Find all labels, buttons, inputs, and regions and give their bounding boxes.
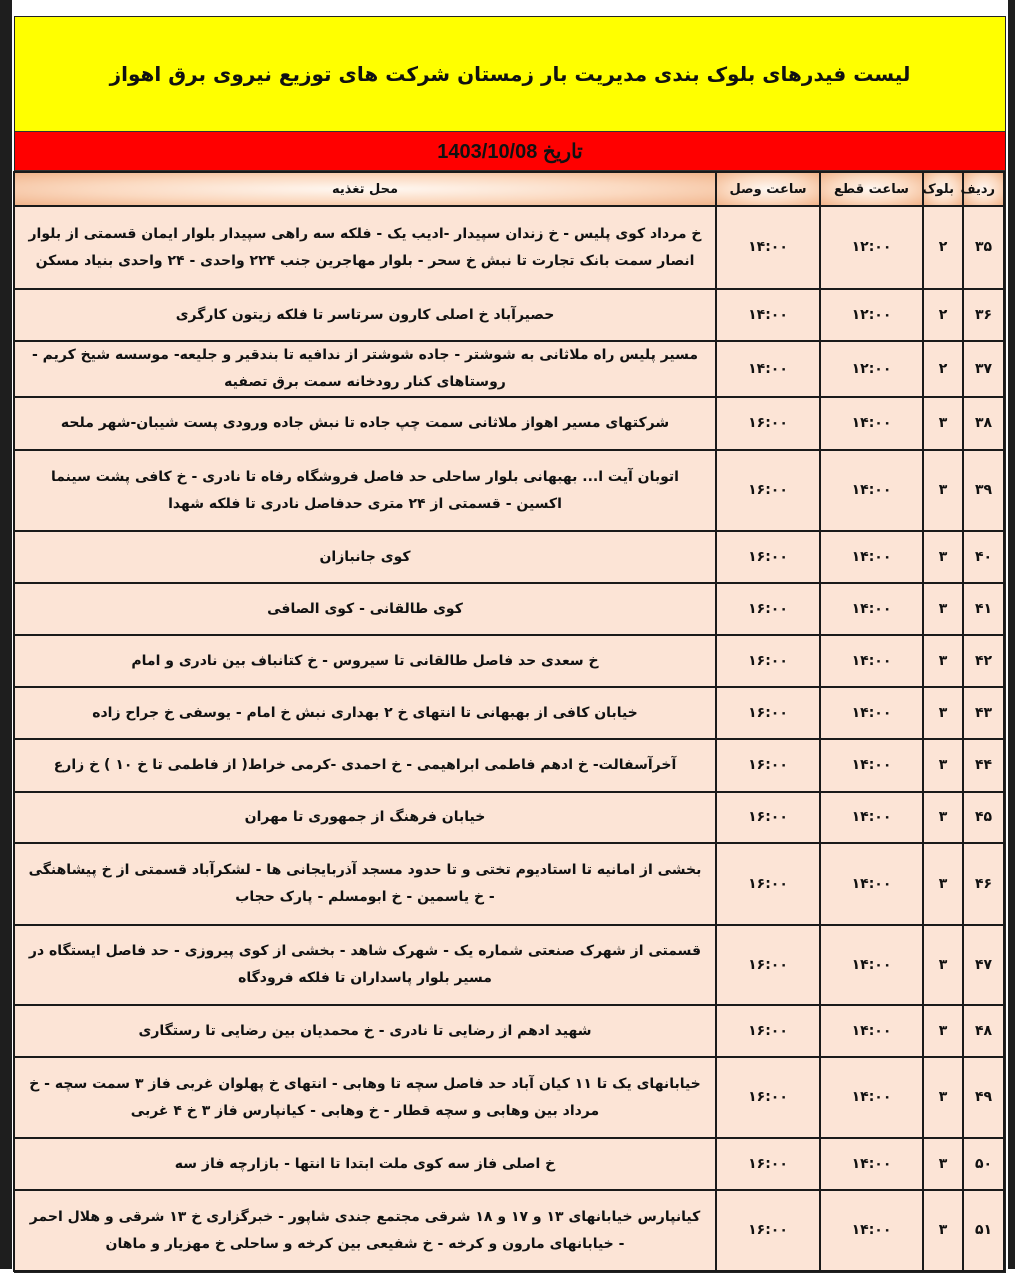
cut-time-cell: ۱۴:۰۰ bbox=[820, 739, 923, 792]
date-banner: تاریخ 1403/10/08 bbox=[15, 132, 1005, 171]
row-number-cell: ۴۹ bbox=[963, 1057, 1004, 1138]
location-cell: خ سعدی حد فاصل طالقانی تا سیروس - خ کتانباف بین نادری و امام bbox=[14, 635, 716, 687]
block-cell: ۲ bbox=[923, 341, 963, 397]
location-cell: قسمتی از شهرک صنعتی شماره یک - شهرک شاهد - بخشی از کوی پیروزی - حد فاصل ایستگاه در مسیر بلوار پاسداران تا فلکه فرودگاه bbox=[14, 925, 716, 1005]
connect-time-cell: ۱۶:۰۰ bbox=[716, 450, 820, 531]
connect-time-cell: ۱۴:۰۰ bbox=[716, 206, 820, 289]
feeder-table bbox=[13, 171, 1005, 1272]
connect-time-cell: ۱۶:۰۰ bbox=[716, 635, 820, 687]
block-cell: ۳ bbox=[923, 1138, 963, 1190]
row-number-cell: ۳۵ bbox=[963, 206, 1004, 289]
location-cell: خیابان کافی از بهبهانی تا انتهای خ ۲ بهداری نبش خ امام - یوسفی خ جراح زاده bbox=[14, 687, 716, 739]
location-cell: بخشی از امانیه تا استادیوم تختی و تا حدود مسجد آذربایجانی ها - لشکرآباد قسمتی از خ پیشاهنگی - خ یاسمین - خ ابومسلم - پارک حجاب bbox=[14, 843, 716, 925]
cut-time-cell: ۱۴:۰۰ bbox=[820, 792, 923, 843]
connect-time-cell: ۱۶:۰۰ bbox=[716, 397, 820, 450]
block-cell: ۳ bbox=[923, 635, 963, 687]
location-cell: کوی جانبازان bbox=[14, 531, 716, 583]
table-row bbox=[14, 792, 1004, 843]
load-management-sheet bbox=[14, 16, 1006, 1273]
location-cell: حصیرآباد خ اصلی کارون سرتاسر تا فلکه زیتون کارگری bbox=[14, 289, 716, 341]
location-cell: خ مرداد کوی پلیس - خ زندان سپیدار -ادیب یک - فلکه سه راهی سپیدار بلوار ایمان قسمتی از بلوار انصار سمت بانک تجارت تا نبش خ سحر - بلوار مهاجرین جنب ۲۲۴ واحدی - ۲۴ واحدی بنیاد مسکن bbox=[14, 206, 716, 289]
cut-time-cell: ۱۴:۰۰ bbox=[820, 687, 923, 739]
window-edge-right bbox=[1008, 0, 1015, 1269]
table-header-row bbox=[14, 172, 1004, 206]
table-row bbox=[14, 1005, 1004, 1057]
cut-time-cell: ۱۴:۰۰ bbox=[820, 843, 923, 925]
cut-time-cell: ۱۴:۰۰ bbox=[820, 635, 923, 687]
location-cell: خ اصلی فاز سه کوی ملت ابتدا تا انتها - بازارچه فاز سه bbox=[14, 1138, 716, 1190]
location-cell: خیابان فرهنگ از جمهوری تا مهران bbox=[14, 792, 716, 843]
table-row bbox=[14, 739, 1004, 792]
row-number-cell: ۳۶ bbox=[963, 289, 1004, 341]
cut-time-cell: ۱۴:۰۰ bbox=[820, 397, 923, 450]
row-number-cell: ۴۱ bbox=[963, 583, 1004, 635]
block-cell: ۳ bbox=[923, 1190, 963, 1271]
cut-time-cell: ۱۴:۰۰ bbox=[820, 1138, 923, 1190]
row-number-cell: ۴۶ bbox=[963, 843, 1004, 925]
table-row bbox=[14, 687, 1004, 739]
connect-time-cell: ۱۶:۰۰ bbox=[716, 1005, 820, 1057]
row-number-cell: ۴۰ bbox=[963, 531, 1004, 583]
location-cell: مسیر پلیس راه ملاثانی به شوشتر - جاده شوشتر از ندافیه تا بندقیر و جلیعه- موسسه شیخ کریم - روستاهای کنار رودخانه سمت برق تصفیه bbox=[14, 341, 716, 397]
table-body bbox=[14, 206, 1004, 1271]
connect-time-cell: ۱۶:۰۰ bbox=[716, 739, 820, 792]
table-row bbox=[14, 583, 1004, 635]
table-row bbox=[14, 341, 1004, 397]
row-number-cell: ۴۳ bbox=[963, 687, 1004, 739]
row-number-cell: ۳۹ bbox=[963, 450, 1004, 531]
cut-time-cell: ۱۴:۰۰ bbox=[820, 1005, 923, 1057]
location-cell: اتوبان آیت ا... بهبهانی بلوار ساحلی حد فاصل فروشگاه رفاه تا نادری - خ کافی پشت سینما اکسین - قسمتی از ۲۴ متری حدفاصل نادری تا فلکه شهدا bbox=[14, 450, 716, 531]
block-cell: ۳ bbox=[923, 583, 963, 635]
table-row bbox=[14, 531, 1004, 583]
location-cell: خیابانهای یک تا ۱۱ کیان آباد حد فاصل سچه تا وهابی - انتهای خ پهلوان غربی فاز ۳ سمت سچه - خ مرداد بین وهابی و سچه قطار - خ وهابی - کیانپارس فاز ۳ خ ۴ غربی bbox=[14, 1057, 716, 1138]
cut-time-cell: ۱۴:۰۰ bbox=[820, 531, 923, 583]
header-cut-time: ساعت قطع bbox=[820, 172, 923, 206]
connect-time-cell: ۱۶:۰۰ bbox=[716, 1138, 820, 1190]
location-cell: شرکتهای مسیر اهواز ملاثانی سمت چپ جاده تا نبش جاده ورودی پست شیبان-شهر ملحه bbox=[14, 397, 716, 450]
row-number-cell: ۴۵ bbox=[963, 792, 1004, 843]
connect-time-cell: ۱۶:۰۰ bbox=[716, 583, 820, 635]
block-cell: ۳ bbox=[923, 792, 963, 843]
header-row-number: ردیف bbox=[963, 172, 1004, 206]
cut-time-cell: ۱۴:۰۰ bbox=[820, 450, 923, 531]
table-row bbox=[14, 450, 1004, 531]
block-cell: ۲ bbox=[923, 289, 963, 341]
table-row bbox=[14, 635, 1004, 687]
block-cell: ۳ bbox=[923, 397, 963, 450]
row-number-cell: ۳۸ bbox=[963, 397, 1004, 450]
cut-time-cell: ۱۲:۰۰ bbox=[820, 206, 923, 289]
cut-time-cell: ۱۲:۰۰ bbox=[820, 289, 923, 341]
connect-time-cell: ۱۶:۰۰ bbox=[716, 843, 820, 925]
table-row bbox=[14, 397, 1004, 450]
connect-time-cell: ۱۶:۰۰ bbox=[716, 1190, 820, 1271]
block-cell: ۳ bbox=[923, 843, 963, 925]
block-cell: ۳ bbox=[923, 531, 963, 583]
cut-time-cell: ۱۴:۰۰ bbox=[820, 925, 923, 1005]
connect-time-cell: ۱۴:۰۰ bbox=[716, 289, 820, 341]
connect-time-cell: ۱۶:۰۰ bbox=[716, 925, 820, 1005]
table-row bbox=[14, 843, 1004, 925]
location-cell: شهید ادهم از رضایی تا نادری - خ محمدیان بین رضایی تا رستگاری bbox=[14, 1005, 716, 1057]
cut-time-cell: ۱۲:۰۰ bbox=[820, 341, 923, 397]
cut-time-cell: ۱۴:۰۰ bbox=[820, 1057, 923, 1138]
block-cell: ۲ bbox=[923, 206, 963, 289]
table-row bbox=[14, 1138, 1004, 1190]
block-cell: ۳ bbox=[923, 925, 963, 1005]
row-number-cell: ۴۸ bbox=[963, 1005, 1004, 1057]
location-cell: کیانپارس خیابانهای ۱۳ و ۱۷ و ۱۸ شرقی مجتمع جندی شاپور - خبرگزاری خ ۱۳ شرقی و هلال احمر - خیابانهای مارون و کرخه - خ شفیعی بین کرخه و ساحلی خ مهزیار و ماهان bbox=[14, 1190, 716, 1271]
document-title: لیست فیدرهای بلوک بندی مدیریت بار زمستان شرکت های توزیع نیروی برق اهواز bbox=[15, 17, 1005, 132]
location-cell: کوی طالقانی - کوی الصافی bbox=[14, 583, 716, 635]
table-row bbox=[14, 206, 1004, 289]
block-cell: ۳ bbox=[923, 687, 963, 739]
cut-time-cell: ۱۴:۰۰ bbox=[820, 583, 923, 635]
connect-time-cell: ۱۶:۰۰ bbox=[716, 792, 820, 843]
row-number-cell: ۵۰ bbox=[963, 1138, 1004, 1190]
table-row bbox=[14, 289, 1004, 341]
block-cell: ۳ bbox=[923, 1057, 963, 1138]
cut-time-cell: ۱۴:۰۰ bbox=[820, 1190, 923, 1271]
row-number-cell: ۳۷ bbox=[963, 341, 1004, 397]
connect-time-cell: ۱۴:۰۰ bbox=[716, 341, 820, 397]
connect-time-cell: ۱۶:۰۰ bbox=[716, 531, 820, 583]
row-number-cell: ۴۷ bbox=[963, 925, 1004, 1005]
connect-time-cell: ۱۶:۰۰ bbox=[716, 687, 820, 739]
table-row bbox=[14, 925, 1004, 1005]
window-edge-left bbox=[0, 0, 12, 1269]
block-cell: ۳ bbox=[923, 450, 963, 531]
row-number-cell: ۴۲ bbox=[963, 635, 1004, 687]
connect-time-cell: ۱۶:۰۰ bbox=[716, 1057, 820, 1138]
table-row bbox=[14, 1190, 1004, 1271]
block-cell: ۳ bbox=[923, 1005, 963, 1057]
location-cell: آخرآسفالت- خ ادهم فاطمی ابراهیمی - خ احمدی -کرمی خراط( از فاطمی تا خ ۱۰ ) خ زارع bbox=[14, 739, 716, 792]
header-block: بلوک bbox=[923, 172, 963, 206]
row-number-cell: ۵۱ bbox=[963, 1190, 1004, 1271]
block-cell: ۳ bbox=[923, 739, 963, 792]
header-location: محل تغذیه bbox=[14, 172, 716, 206]
table-row bbox=[14, 1057, 1004, 1138]
header-connect-time: ساعت وصل bbox=[716, 172, 820, 206]
row-number-cell: ۴۴ bbox=[963, 739, 1004, 792]
